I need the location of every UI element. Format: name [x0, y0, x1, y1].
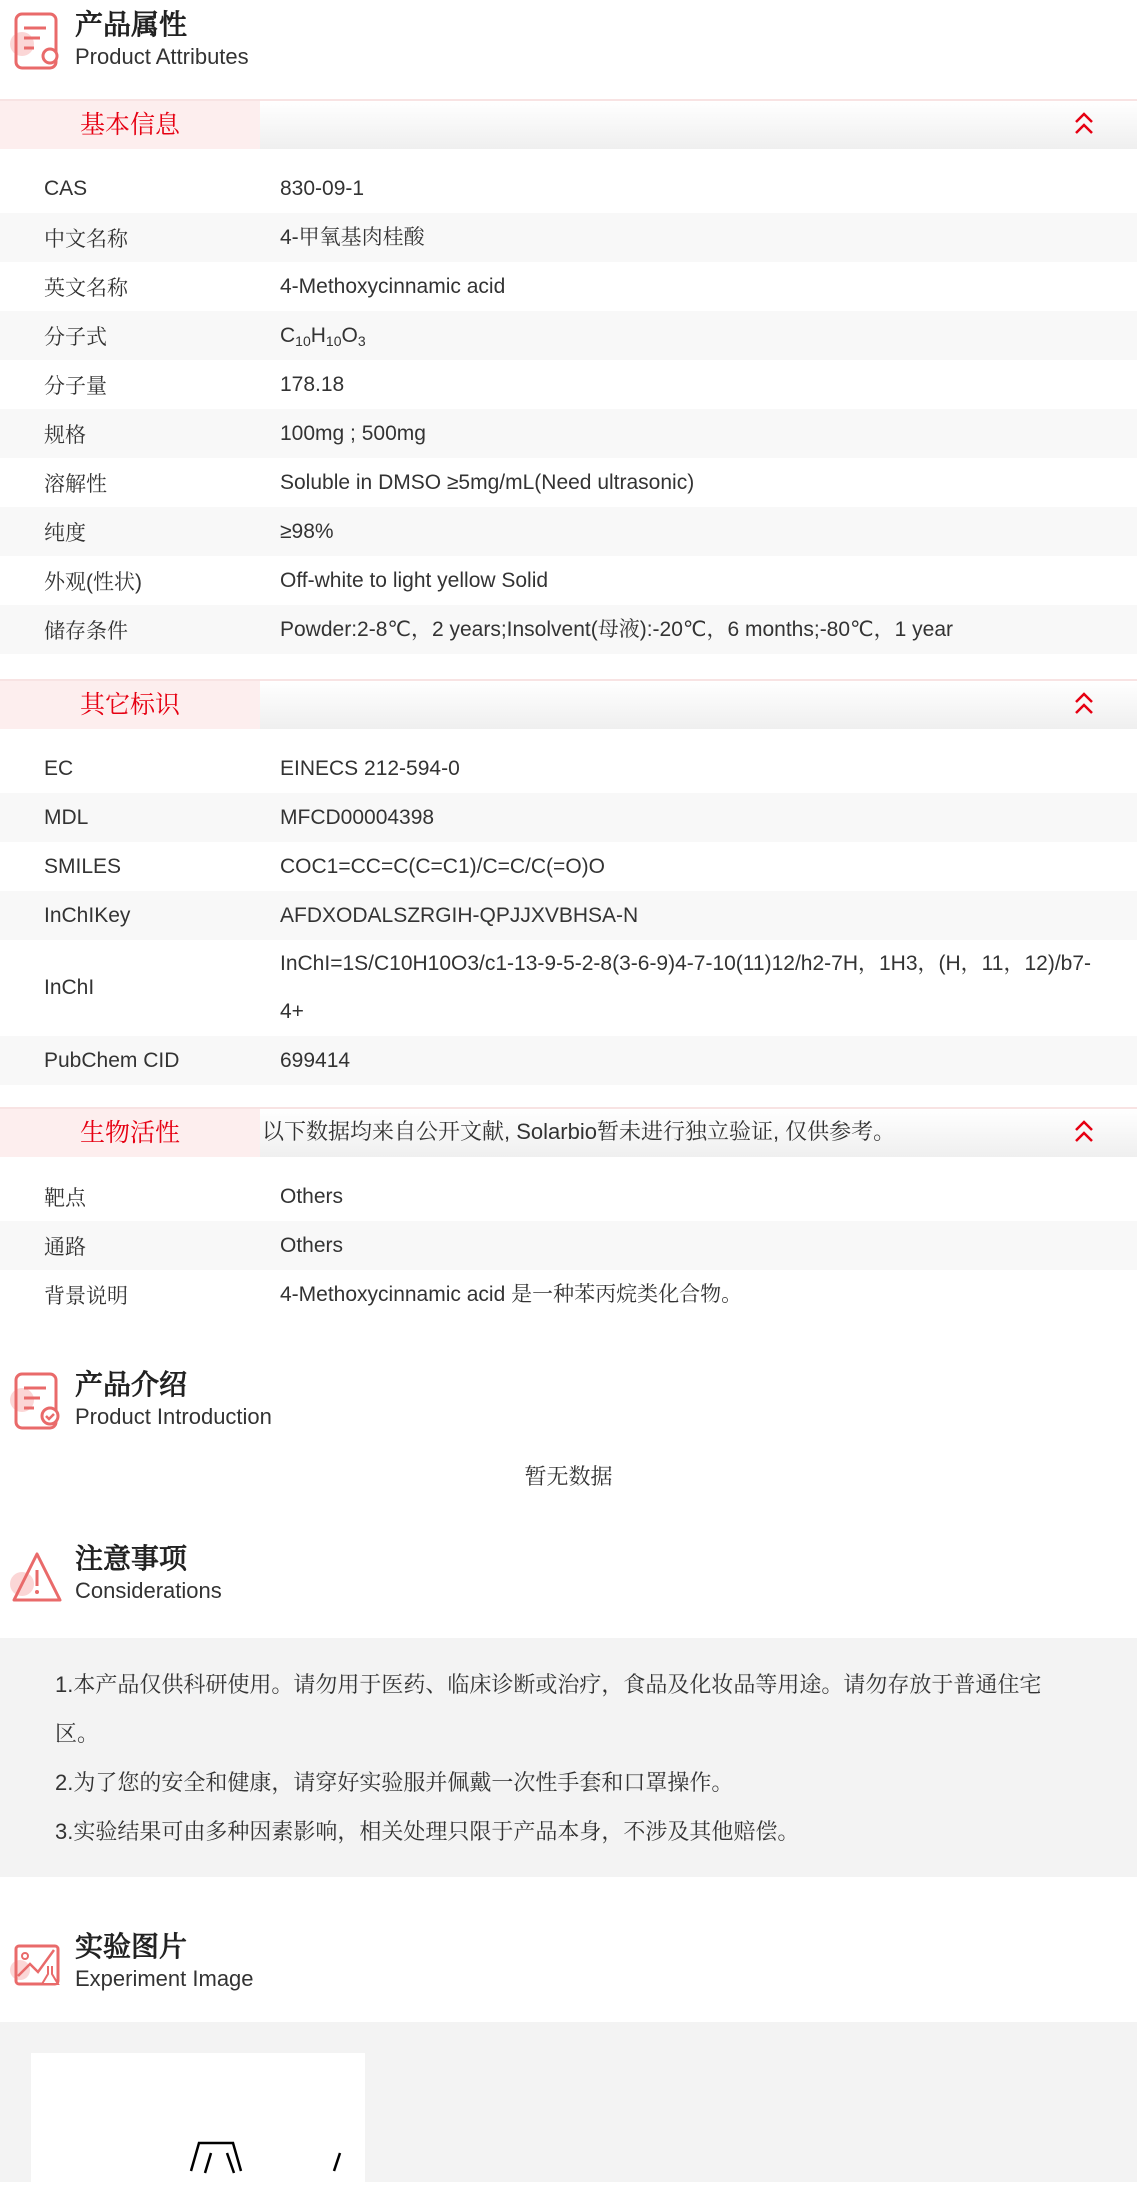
row-label: InChI	[44, 976, 95, 999]
table-row	[0, 940, 1137, 1036]
row-label: 纯度	[44, 521, 86, 545]
table-row	[0, 262, 1137, 311]
section-subtitle: Considerations	[75, 1578, 222, 1603]
formula-subscript: 3	[357, 332, 366, 349]
collapse-chevron-icon[interactable]	[1073, 109, 1095, 139]
other-ids-table	[0, 744, 1137, 1085]
collapse-chevron-icon[interactable]	[1073, 1117, 1095, 1147]
section-title: 实验图片	[75, 1931, 188, 1962]
section-subtitle: Experiment Image	[75, 1966, 254, 1991]
table-row	[0, 311, 1137, 360]
considerations-box	[0, 1638, 1137, 1877]
bio-activity-bar[interactable]	[0, 1107, 1137, 1157]
row-value: 4-Methoxycinnamic acid	[280, 274, 506, 298]
experiment-image-header	[0, 1928, 1137, 1998]
collapse-chevron-icon[interactable]	[1073, 689, 1095, 719]
warning-icon	[10, 1544, 64, 1606]
table-row	[0, 744, 1137, 793]
row-label: 靶点	[44, 1186, 86, 1210]
row-label: 英文名称	[44, 276, 128, 300]
table-row	[0, 409, 1137, 458]
row-value: Others	[280, 1184, 344, 1208]
row-value: Others	[280, 1233, 344, 1257]
row-value: Powder:2-8℃，2 years;Insolvent(母液):-20℃，6 months;-80℃，1 year	[280, 617, 953, 641]
consideration-item: 1.本产品仅供科研使用。请勿用于医药、临床诊断或治疗，食品及化妆品等用途。请勿存放于普通住宅区。	[55, 1672, 1042, 1746]
document-gear-icon	[10, 10, 64, 72]
table-row	[0, 1270, 1137, 1319]
row-value: MFCD00004398	[280, 805, 435, 829]
document-check-icon	[10, 1370, 64, 1432]
row-value: Soluble in DMSO ≥5mg/mL(Need ultrasonic)	[280, 470, 695, 494]
row-value: 178.18	[280, 372, 345, 396]
table-row	[0, 360, 1137, 409]
section-title: 产品属性	[75, 9, 188, 40]
section-title: 产品介绍	[75, 1369, 188, 1400]
row-label: 通路	[44, 1235, 86, 1259]
section-subtitle: Product Introduction	[75, 1404, 272, 1429]
basic-info-bar[interactable]	[0, 99, 1137, 149]
row-value: 699414	[280, 1048, 351, 1072]
table-row	[0, 842, 1137, 891]
product-attributes-header	[0, 6, 1137, 76]
structure-image[interactable]	[31, 2053, 365, 2193]
row-value: 4-Methoxycinnamic acid 是一种苯丙烷类化合物。	[280, 1282, 743, 1306]
row-value: 100mg ; 500mg	[280, 421, 426, 445]
basic-info-table	[0, 164, 1137, 654]
table-row	[0, 213, 1137, 262]
row-label: EC	[44, 756, 74, 780]
other-ids-label: 其它标识	[0, 681, 260, 729]
row-label: 规格	[44, 423, 86, 447]
other-ids-bar[interactable]	[0, 679, 1137, 729]
no-data-text: 暂无数据	[524, 1464, 613, 1489]
row-value: Off-white to light yellow Solid	[280, 568, 549, 592]
image-flask-icon	[10, 1932, 64, 1994]
row-value: 4-甲氧基肉桂酸	[280, 225, 425, 249]
row-value: ≥98%	[280, 519, 334, 543]
section-subtitle: Product Attributes	[75, 44, 249, 69]
table-row	[0, 793, 1137, 842]
formula-element: O	[341, 323, 358, 347]
chemical-structure-drawing	[31, 2053, 365, 2193]
row-label: 储存条件	[44, 619, 128, 643]
table-row	[0, 1036, 1137, 1085]
row-label: CAS	[44, 176, 88, 200]
formula-element: C	[280, 323, 296, 347]
formula-subscript: 10	[295, 332, 311, 349]
table-row	[0, 1172, 1137, 1221]
row-label: 外观(性状)	[44, 570, 142, 594]
table-row	[0, 891, 1137, 940]
row-label: 溶解性	[44, 472, 107, 496]
row-label: 分子式	[44, 325, 107, 349]
table-row	[0, 556, 1137, 605]
bio-activity-table	[0, 1172, 1137, 1319]
row-value	[280, 312, 1137, 360]
row-label: SMILES	[44, 854, 122, 878]
formula-subscript: 10	[325, 332, 342, 349]
row-label: InChIKey	[44, 903, 131, 927]
table-row	[0, 605, 1137, 654]
bio-disclaimer: 以下数据均来自公开文献, Solarbio暂未进行独立验证, 仅供参考。	[262, 1119, 896, 1144]
formula-element: H	[310, 323, 326, 347]
product-intro-header	[0, 1366, 1137, 1436]
consideration-item: 3.实验结果可由多种因素影响，相关处理只限于产品本身，不涉及其他赔偿。	[55, 1819, 800, 1844]
considerations-header	[0, 1540, 1137, 1610]
row-value: EINECS 212-594-0	[280, 756, 460, 780]
row-label: PubChem CID	[44, 1048, 180, 1072]
row-value: COC1=CC=C(C=C1)/C=C/C(=O)O	[280, 854, 605, 878]
row-label: 中文名称	[44, 227, 128, 251]
section-title: 注意事项	[75, 1543, 188, 1574]
row-value: InChI=1S/C10H10O3/c1-13-9-5-2-8(3-6-9)4-7-10(11)12/h2-7H，1H3，(H，11，12)/b7-4+	[280, 952, 1092, 1023]
table-row	[0, 507, 1137, 556]
table-row	[0, 458, 1137, 507]
bio-activity-label: 生物活性	[0, 1109, 260, 1157]
row-label: MDL	[44, 805, 89, 829]
table-row	[0, 1221, 1137, 1270]
basic-info-label: 基本信息	[0, 101, 260, 149]
row-label: 分子量	[44, 374, 107, 398]
table-row	[0, 164, 1137, 213]
consideration-item: 2.为了您的安全和健康，请穿好实验服并佩戴一次性手套和口罩操作。	[55, 1770, 734, 1795]
row-value: AFDXODALSZRGIH-QPJJXVBHSA-N	[280, 903, 639, 927]
row-label: 背景说明	[44, 1284, 128, 1308]
row-value: 830-09-1	[280, 176, 365, 200]
